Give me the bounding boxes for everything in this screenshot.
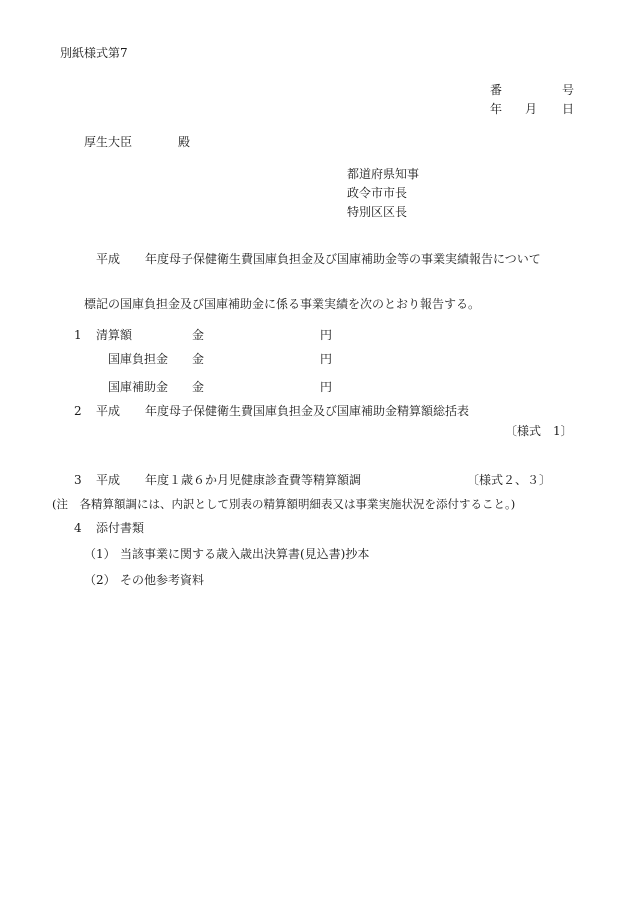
item1-sub-subsidy-label: 国庫補助金	[108, 380, 169, 394]
body-text: 標記の国庫負担金及び国庫補助金に係る事業実績を次のとおり報告する。	[84, 297, 481, 311]
item1-kin: 金	[192, 328, 205, 342]
item2-era: 平成	[96, 404, 121, 418]
item1-sub-subsidy-kin: 金	[192, 380, 205, 394]
attachment-2-text: その他参考資料	[120, 573, 205, 587]
item1-sub-burden-label: 国庫負担金	[108, 352, 169, 366]
item1-yen: 円	[320, 328, 333, 342]
item1-sub-burden-yen: 円	[320, 352, 333, 366]
item3-form-ref: 〔様式２、３〕	[467, 473, 552, 487]
note-text: (注 各精算額調には、内訳として別表の精算額明細表又は事業実施状況を添付すること。)	[52, 497, 516, 511]
item3-number: 3	[74, 473, 82, 487]
number-ban: 番	[490, 83, 503, 97]
item3-text: 年度１歳６か月児健康診査費等精算額調	[145, 473, 362, 487]
date-year: 年	[490, 102, 503, 116]
item1-label: 清算額	[96, 328, 133, 342]
addressee-honorific: 殿	[178, 135, 191, 149]
item1-sub-subsidy-yen: 円	[320, 380, 333, 394]
item4-number: 4	[74, 521, 82, 535]
date-day: 日	[562, 102, 575, 116]
item2-text: 年度母子保健衛生費国庫負担金及び国庫補助金精算額総括表	[145, 404, 470, 418]
attachment-1-number: （1）	[84, 547, 116, 561]
addressee-title: 厚生大臣	[84, 135, 133, 149]
subject-era: 平成	[96, 252, 121, 266]
form-id: 別紙様式第7	[60, 46, 128, 60]
sender-prefecture: 都道府県知事	[347, 167, 420, 181]
item4-label: 添付書類	[96, 521, 145, 535]
item2-form-ref: 〔様式 1〕	[505, 424, 573, 438]
item1-sub-burden-kin: 金	[192, 352, 205, 366]
attachment-1-text: 当該事業に関する歳入歳出決算書(見込書)抄本	[120, 547, 370, 561]
sender-city: 政令市市長	[347, 186, 408, 200]
subject-text: 年度母子保健衛生費国庫負担金及び国庫補助金等の事業実績報告について	[145, 252, 541, 266]
item3-era: 平成	[96, 473, 121, 487]
date-month: 月	[525, 102, 538, 116]
number-gou: 号	[562, 83, 575, 97]
attachment-2-number: （2）	[84, 573, 116, 587]
sender-ward: 特別区区長	[347, 205, 408, 219]
item1-number: 1	[74, 328, 82, 342]
item2-number: 2	[74, 404, 82, 418]
